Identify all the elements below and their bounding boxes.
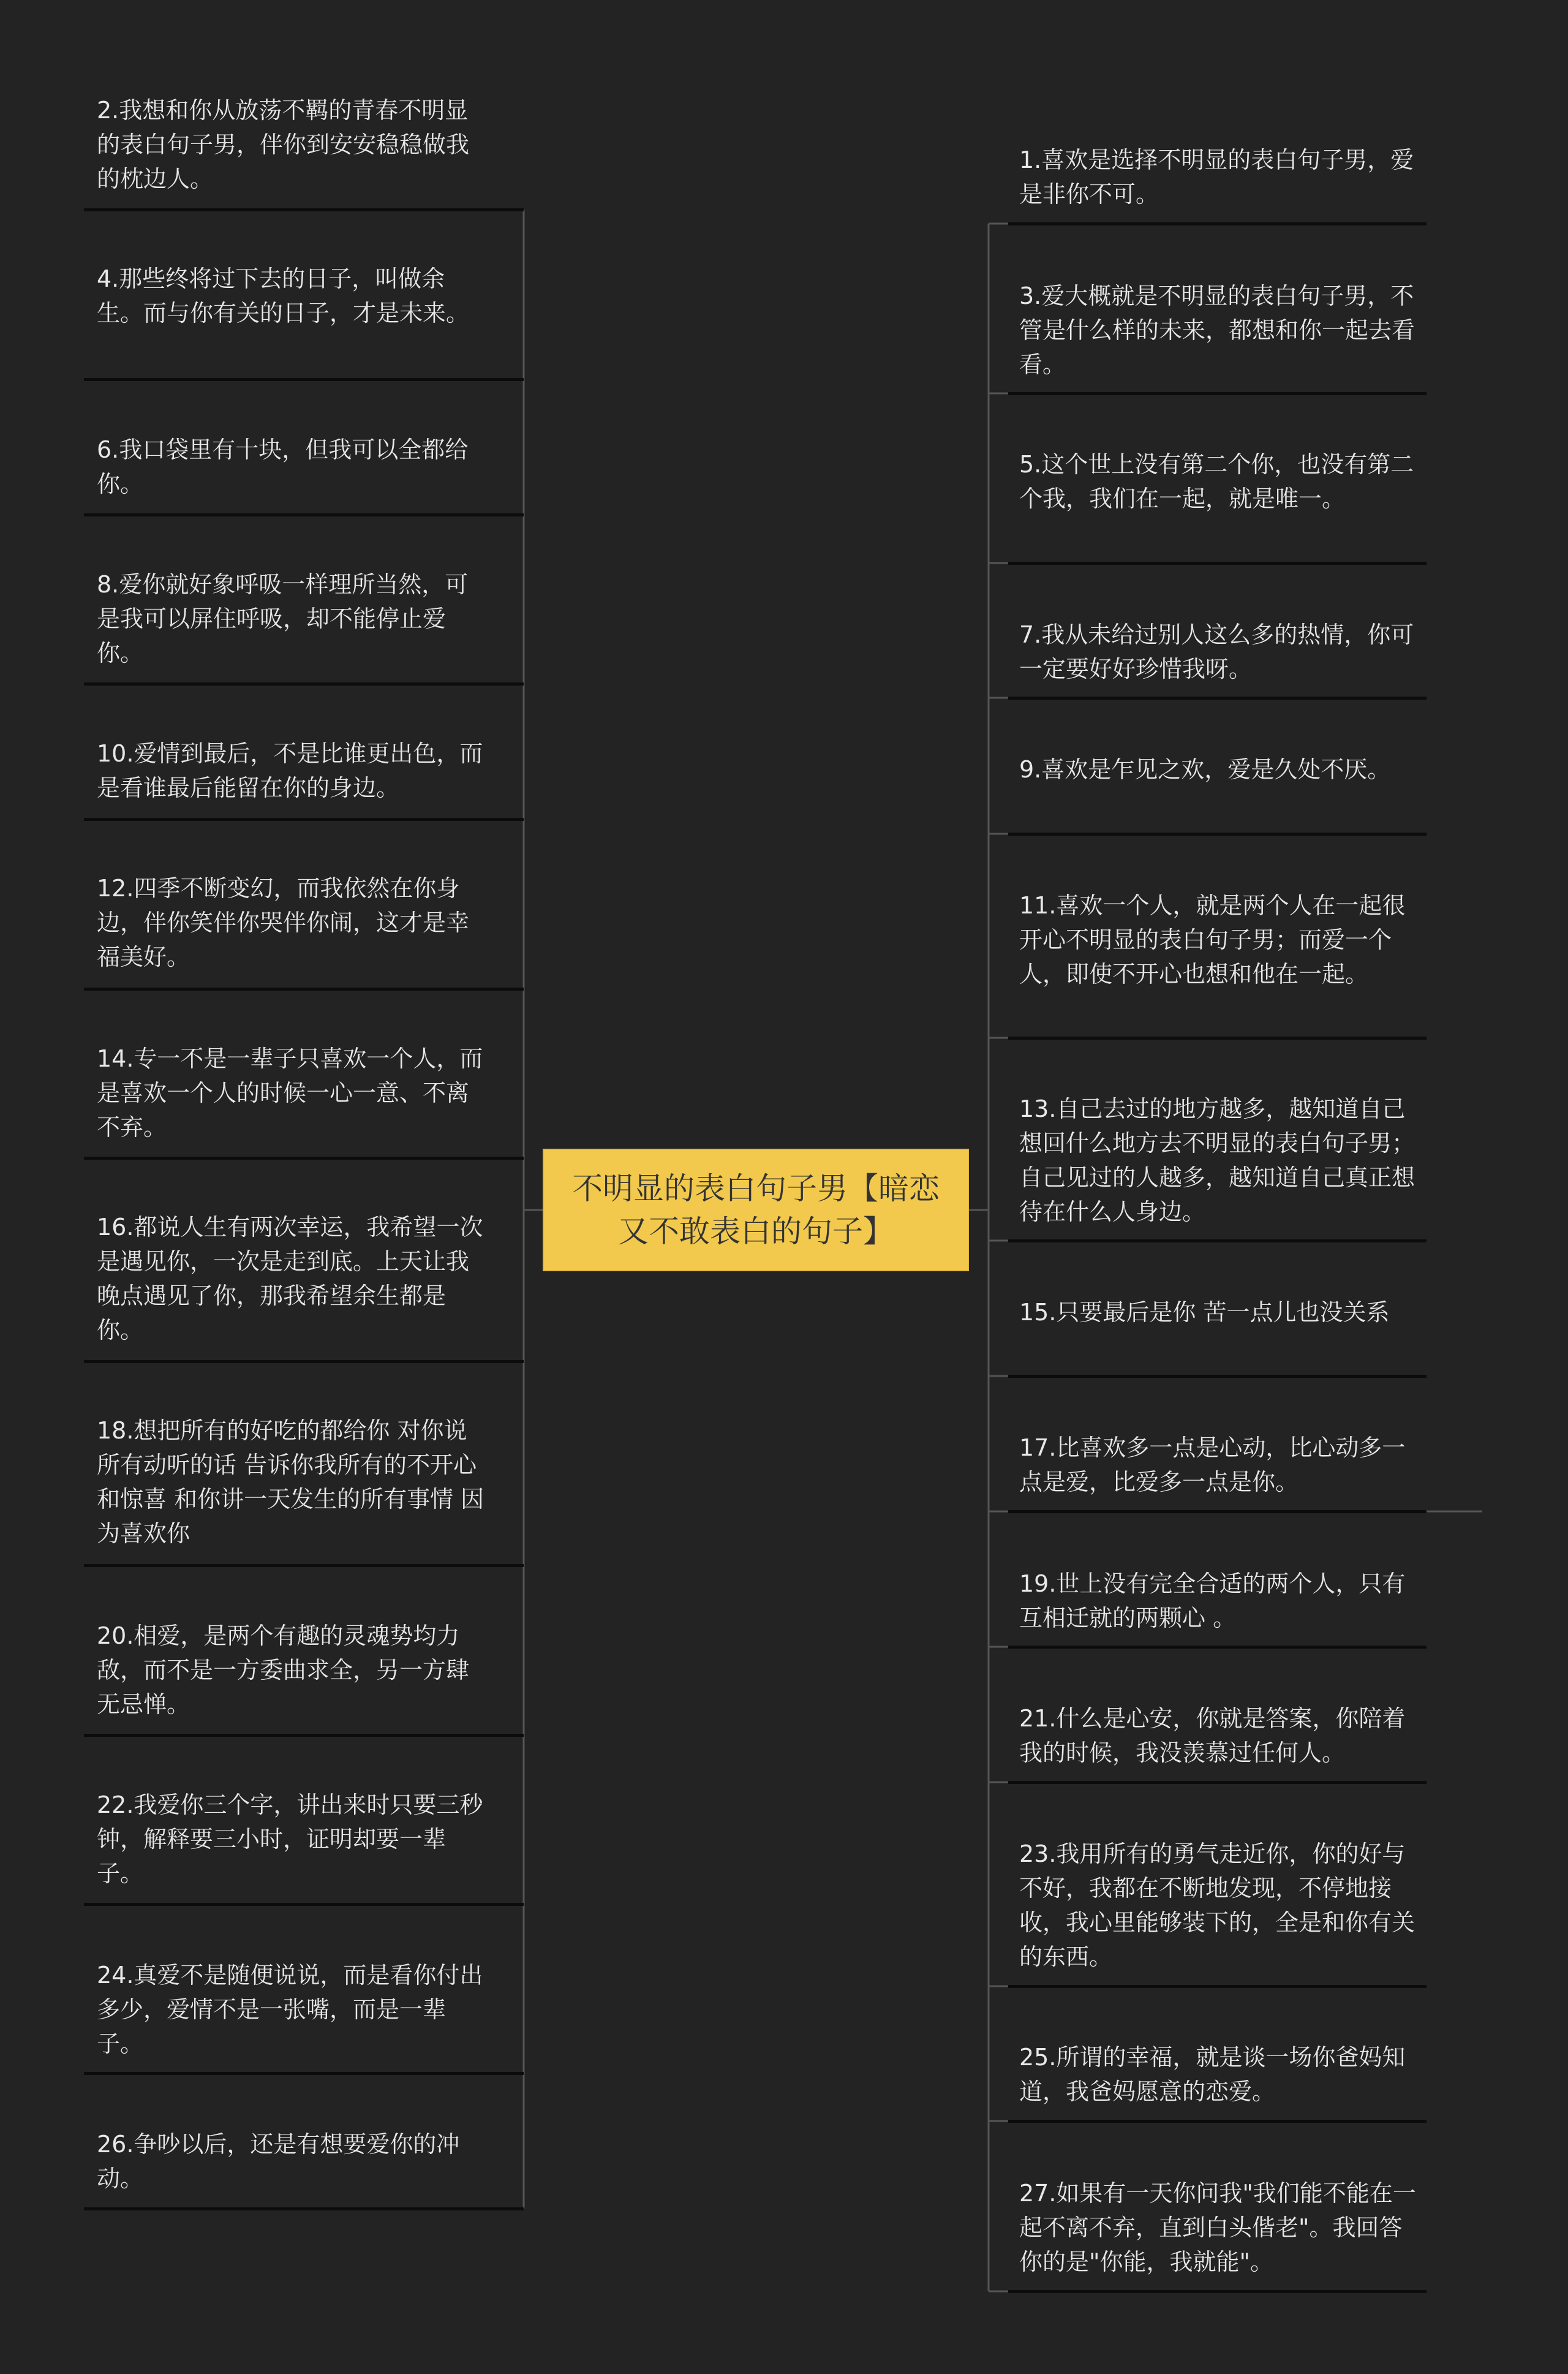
branch-underline xyxy=(84,1903,524,1906)
branch-text: 19.世上没有完全合适的两个人，只有互相迁就的两颗心 。 xyxy=(1019,1570,1406,1631)
right-branch-node[interactable] xyxy=(1019,279,1423,382)
right-branch-node[interactable] xyxy=(1019,752,1423,787)
branch-underline xyxy=(1008,697,1427,700)
branch-text: 13.自己去过的地方越多，越知道自己想回什么地方去不明显的表白句子男；自己见过的人越多，越知道自己真正想待在什么人身边。 xyxy=(1019,1095,1415,1225)
branch-text: 24.真爱不是随便说说，而是看你付出多少，爱情不是一张嘴，而是一辈子。 xyxy=(97,1962,483,2057)
right-branch-node[interactable] xyxy=(1019,1092,1423,1229)
branch-underline xyxy=(84,1564,524,1567)
right-branch-node[interactable] xyxy=(1019,2176,1423,2279)
right-branch-node[interactable] xyxy=(1019,447,1423,516)
branch-underline xyxy=(1008,833,1427,836)
branch-underline xyxy=(84,378,524,381)
right-branch-node[interactable] xyxy=(1019,143,1423,211)
branch-underline xyxy=(1008,222,1427,225)
branch-underline xyxy=(84,208,524,211)
branch-text: 1.喜欢是选择不明显的表白句子男，爱是非你不可。 xyxy=(1019,146,1414,208)
branch-underline xyxy=(84,682,524,686)
left-branch-node[interactable] xyxy=(97,1788,489,1891)
branch-underline xyxy=(84,988,524,991)
branch-underline xyxy=(1008,1985,1427,1988)
branch-text: 6.我口袋里有十块，但我可以全都给你。 xyxy=(97,436,469,497)
left-branch-node[interactable] xyxy=(97,871,489,974)
right-branch-node[interactable] xyxy=(1019,2040,1423,2109)
branch-underline xyxy=(1008,1510,1427,1513)
branch-underline xyxy=(84,818,524,821)
left-branch-node[interactable] xyxy=(97,2127,489,2196)
left-branch-node[interactable] xyxy=(97,262,489,330)
branch-underline xyxy=(1008,1781,1427,1784)
branch-underline xyxy=(84,2207,524,2210)
right-branch-node[interactable] xyxy=(1019,1567,1423,1635)
branch-text: 14.专一不是一辈子只喜欢一个人，而是喜欢一个人的时候一心一意、不离不弃。 xyxy=(97,1045,483,1141)
branch-underline xyxy=(84,1360,524,1363)
branch-text: 20.相爱，是两个有趣的灵魂势均力敌，而不是一方委曲求全，另一方肆无忌惮。 xyxy=(97,1622,470,1718)
left-branch-node[interactable] xyxy=(97,1619,489,1722)
right-branch-node[interactable] xyxy=(1019,1295,1423,1329)
right-branch-node[interactable] xyxy=(1019,1837,1423,1974)
left-branch-node[interactable] xyxy=(97,1413,489,1551)
left-branch-node[interactable] xyxy=(97,1958,489,2061)
branch-text: 4.那些终将过下去的日子，叫做余生。而与你有关的日子，才是未来。 xyxy=(97,265,470,327)
branch-text: 5.这个世上没有第二个你，也没有第二个我，我们在一起，就是唯一。 xyxy=(1019,451,1414,512)
left-branch-node[interactable] xyxy=(97,567,489,670)
branch-underline xyxy=(84,1734,524,1737)
branch-text: 12.四季不断变幻，而我依然在你身边，伴你笑伴你哭伴你闹，这才是幸福美好。 xyxy=(97,875,470,970)
branch-text: 7.我从未给过别人这么多的热情，你可一定要好好珍惜我呀。 xyxy=(1019,621,1414,682)
branch-text: 11.喜欢一个人，就是两个人在一起很开心不明显的表白句子男；而爱一个人，即使不开心也想和他在一起。 xyxy=(1019,892,1406,988)
branch-underline xyxy=(84,1157,524,1160)
left-branch-node[interactable] xyxy=(97,433,489,501)
branch-text: 17.比喜欢多一点是心动，比心动多一点是爱，比爱多一点是你。 xyxy=(1019,1434,1406,1495)
branch-text: 21.什么是心安，你就是答案，你陪着我的时候，我没羡慕过任何人。 xyxy=(1019,1705,1406,1766)
right-branch-node[interactable] xyxy=(1019,888,1423,991)
branch-text: 27.如果有一天你问我"我们能不能在一起不离不弃，直到白头偕老"。我回答你的是"你能，我就能"。 xyxy=(1019,2180,1416,2275)
branch-text: 8.爱你就好象呼吸一样理所当然，可是我可以屏住呼吸，却不能停止爱你。 xyxy=(97,571,469,667)
left-branch-node[interactable] xyxy=(97,736,489,805)
right-branch-node[interactable] xyxy=(1019,1431,1423,1499)
branch-underline xyxy=(1008,392,1427,395)
branch-text: 23.我用所有的勇气走近你，你的好与不好，我都在不断地发现，不停地接收，我心里能够装下的，全是和你有关的东西。 xyxy=(1019,1840,1415,1970)
central-topic-title: 不明显的表白句子男【暗恋又不敢表白的句子】 xyxy=(572,1171,940,1249)
branch-underline xyxy=(1008,1375,1427,1378)
branch-text: 22.我爱你三个字，讲出来时只要三秒钟，解释要三小时，证明却要一辈子。 xyxy=(97,1791,483,1887)
branch-underline xyxy=(1008,1037,1427,1040)
branch-text: 18.想把所有的好吃的都给你 对你说所有动听的话 告诉你我所有的不开心和惊喜 和你讲一天发生的所有事情 因为喜欢你 xyxy=(97,1417,484,1547)
branch-underline xyxy=(1008,562,1427,565)
branch-underline xyxy=(1008,2290,1427,2293)
branch-underline xyxy=(84,513,524,516)
left-branch-node[interactable] xyxy=(97,1041,489,1144)
branch-underline xyxy=(1008,2120,1427,2123)
left-branch-node[interactable] xyxy=(97,93,489,196)
branch-text: 26.争吵以后，还是有想要爱你的冲动。 xyxy=(97,2131,460,2192)
branch-text: 2.我想和你从放荡不羁的青春不明显的表白句子男，伴你到安安稳稳做我的枕边人。 xyxy=(97,97,470,192)
branch-underline xyxy=(1008,1646,1427,1649)
branch-text: 16.都说人生有两次幸运，我希望一次是遇见你，一次是走到底。上天让我晚点遇见了你，那我希望余生都是你。 xyxy=(97,1214,483,1344)
branch-text: 3.爱大概就是不明显的表白句子男，不管是什么样的未来，都想和你一起去看看。 xyxy=(1019,282,1415,378)
right-branch-node[interactable] xyxy=(1019,618,1423,686)
branch-underline xyxy=(84,2072,524,2075)
branch-text: 25.所谓的幸福，就是谈一场你爸妈知道，我爸妈愿意的恋爱。 xyxy=(1019,2044,1406,2105)
right-branch-node[interactable] xyxy=(1019,1701,1423,1770)
branch-underline xyxy=(1008,1239,1427,1242)
central-topic[interactable] xyxy=(543,1149,969,1271)
branch-text: 10.爱情到最后，不是比谁更出色，而是看谁最后能留在你的身边。 xyxy=(97,740,483,801)
left-branch-node[interactable] xyxy=(97,1210,489,1347)
branch-text: 15.只要最后是你 苦一点儿也没关系 xyxy=(1019,1299,1390,1326)
branch-text: 9.喜欢是乍见之欢，爱是久处不厌。 xyxy=(1019,756,1391,783)
